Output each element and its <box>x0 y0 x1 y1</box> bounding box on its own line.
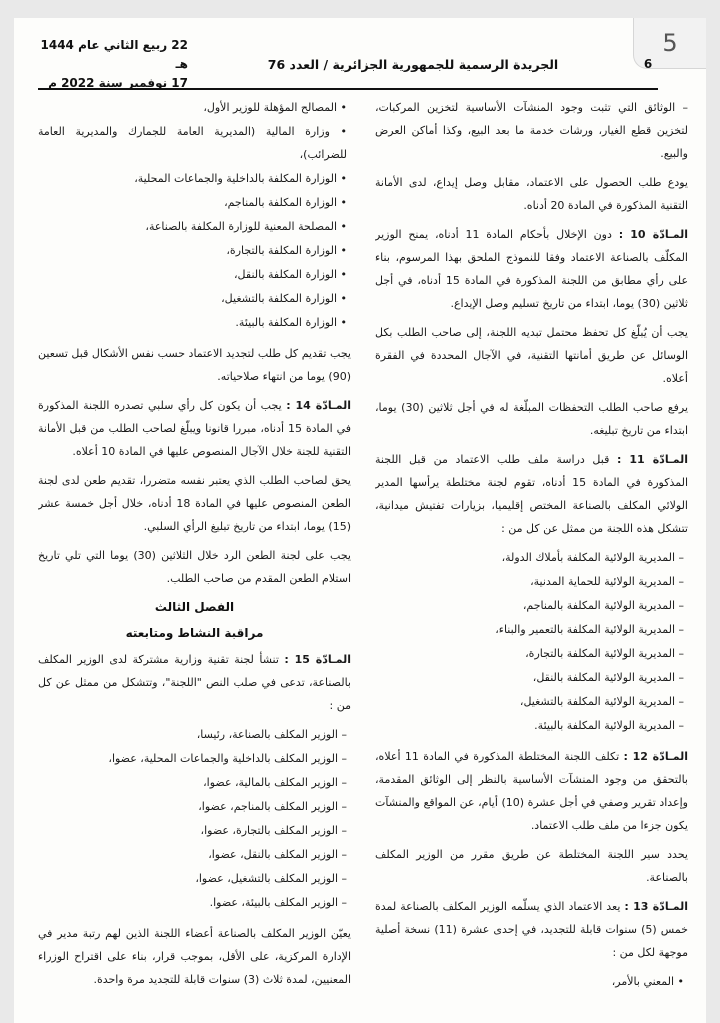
list-item: – الوزير المكلف بالمالية، عضوا، <box>203 776 347 789</box>
paragraph: يرفع صاحب الطلب التحفظات المبلّغة له في أجل ثلاثين (30) يوما، ابتداء من تاريخ تبليغه. <box>375 401 688 437</box>
header-date-gregorian: 17 نوفمبر سنة 2022 م <box>48 75 188 90</box>
list-item: – المديرية الولائية المكلفة بالنقل، <box>532 671 684 684</box>
chapter-number: الفصل الثالث <box>154 600 235 614</box>
article-10 <box>375 223 688 315</box>
list-item: • المعني بالأمر، <box>611 975 684 988</box>
header-title: الجريدة الرسمية للجمهورية الجزائرية / العدد 76 <box>267 56 559 72</box>
list-item: • المصالح المؤهلة للوزير الأول، <box>203 101 347 114</box>
article-label: المـادّة 14 : <box>286 399 351 412</box>
article-13 <box>375 895 688 964</box>
paragraph: يعيّن الوزير المكلف بالصناعة أعضاء اللجنة الذين لهم رتبة مدير في الإدارة المركزية، على الأقل، بموجب قرار، بناء على اقتراح الوزراء المعنيين، لمدة ثلاث (3) سنوات قابلة للتجديد مرة واحدة. <box>38 927 351 986</box>
article-14 <box>38 394 351 463</box>
list-item: – الوزير المكلف بالنقل، عضوا، <box>208 848 347 861</box>
article-text: دون الإخلال بأحكام المادة 11 أدناه، يمنح الوزير المكلّف بالصناعة الاعتماد وفقا للنموذج الملحق بهذا المرسوم، بناء على رأي مطابق من اللجنة المذكورة في المادة 15 أدناه، في أجل ثلاثين (30) يوما، ابتداء من تاريخ تسليم وصل الإيداع. <box>375 228 688 310</box>
article-text: تنشأ لجنة تقنية وزارية مشتركة لدى الوزير المكلف بالصناعة، تدعى في صلب النص "اللجنة"، وتتشكل من ممثل عن كل من : <box>38 653 351 712</box>
paragraph: يجب أن يُبلّغ كل تحفظ محتمل تبديه اللجنة، إلى صاحب الطلب بكل الوسائل عن طريق أمانتها التقنية، في الآجال المحددة في الفقرة أعلاه. <box>375 326 688 385</box>
article-label: المـادّة 11 : <box>617 453 688 466</box>
list-item: – الوزير المكلف بالتشغيل، عضوا، <box>195 872 347 885</box>
article-label: المـادّة 13 : <box>624 900 688 913</box>
list-item: • الوزارة المكلفة بالنقل، <box>234 268 347 281</box>
article-text: يجب أن يكون كل رأي سلبي تصدره اللجنة المذكورة في المادة 15 أدناه، مبررا قانونا ويبلّغ لصاحب الطلب من قبل الأمانة التقنية للجنة خلال الآجال المنصوص عليها في المادة 10 أعلاه. <box>38 399 351 458</box>
list-item: – الوزير المكلف بالبيئة، عضوا. <box>209 896 347 909</box>
list-item: – المديرية الولائية المكلفة بالمناجم، <box>522 599 684 612</box>
article-label: المـادّة 10 : <box>618 228 688 241</box>
list-item: • وزارة المالية (المديرية العامة للجمارك والمديرية العامة للضرائب)، <box>38 125 347 161</box>
gazette-page <box>14 18 706 1023</box>
list-item: – المديرية الولائية المكلفة بالتشغيل، <box>519 695 684 708</box>
article-text: يعد الاعتماد الذي يسلّمه الوزير المكلف بالصناعة لمدة خمس (5) سنوات قابلة للتجديد، في إحدى عشرة (11) نسخة أصلية موجهة لكل من : <box>375 900 688 959</box>
text-columns <box>38 96 688 1021</box>
article-label: المـادّة 15 : <box>284 653 351 666</box>
list-item: – المديرية الولائية المكلفة بالتعمير والبناء، <box>495 623 684 636</box>
list-item: – الوزير المكلف بالتجارة، عضوا، <box>200 824 347 837</box>
paragraph: يحق لصاحب الطلب الذي يعتبر نفسه متضررا، تقديم طعن لدى لجنة الطعن المنصوص عليها في المادة 18 أدناه، خلال أجل خمسة عشر (15) يوما، ابتداء من تاريخ تبليغ الرأي السلبي. <box>38 474 351 533</box>
chapter-title: مراقبة النشاط ومتابعته <box>125 626 264 640</box>
list-item: • الوزارة المكلفة بالبيئة. <box>235 316 347 329</box>
list-item: • الوزارة المكلفة بالتشغيل، <box>221 292 347 305</box>
article-text: تكلف اللجنة المختلطة المذكورة في المادة 11 أعلاه، بالتحقق من وجود المنشآت الأساسية بالنظر إلى الوثائق المقدمة، وإعداد تقرير وصفي في أجل عشرة (10) أيام، عن المواقع والمنشآت يكون جزءا من ملف طلب الاعتماد. <box>375 750 688 832</box>
paragraph: – الوثائق التي تثبت وجود المنشآت الأساسية لتخزين المركبات، لتخزين قطع الغيار، ورشات خدمة ما بعد البيع، وكذا أماكن العرض والبيع. <box>375 101 688 160</box>
list-item: • الوزارة المكلفة بالتجارة، <box>226 244 347 257</box>
page-counter-badge: 5 <box>633 18 706 69</box>
article-text: قبل دراسة ملف طلب الاعتماد من قبل اللجنة المذكورة في المادة 15 أدناه، تقوم لجنة مختلطة يرأسها المدير الولائي المكلف بالصناعة المختص إقليميا، بزيارات تفتيش ميدانية، تتشكل هذه اللجنة من ممثل عن كل من : <box>375 453 688 535</box>
article-label: المـادّة 12 : <box>623 750 688 763</box>
list-item: – المديرية الولائية المكلفة بأملاك الدولة، <box>501 551 684 564</box>
left-column <box>38 96 351 1021</box>
header-page-number: 6 <box>643 57 653 71</box>
article-15 <box>38 648 351 717</box>
list-item: • الوزارة المكلفة بالمناجم، <box>224 196 347 209</box>
list-item: – الوزير المكلف بالمناجم، عضوا، <box>198 800 347 813</box>
list-item: – المديرية الولائية للحماية المدنية، <box>530 575 684 588</box>
paragraph: يجب تقديم كل طلب لتجديد الاعتماد حسب نفس الأشكال قبل تسعين (90) يوما من انتهاء صلاحياته. <box>38 347 351 383</box>
paragraph: يحدد سير اللجنة المختلطة عن طريق مقرر من الوزير المكلف بالصناعة. <box>375 848 688 884</box>
paragraph: يودع طلب الحصول على الاعتماد، مقابل وصل إيداع، لدى الأمانة التقنية المذكورة في المادة 20 أدناه. <box>375 176 688 212</box>
list-item: – الوزير المكلف بالصناعة، رئيسا، <box>196 728 347 741</box>
list-item: – الوزير المكلف بالداخلية والجماعات المحلية، عضوا، <box>108 752 347 765</box>
header-date <box>38 36 188 93</box>
right-column <box>375 96 688 1021</box>
paragraph: يجب على لجنة الطعن الرد خلال الثلاثين (30) يوما التي تلي تاريخ استلام الطعن المقدم من صاحب الطلب. <box>38 549 351 585</box>
list-item: • الوزارة المكلفة بالداخلية والجماعات المحلية، <box>134 172 347 185</box>
article-11 <box>375 448 688 540</box>
list-item: – المديرية الولائية المكلفة بالتجارة، <box>525 647 684 660</box>
list-item: • المصلحة المعنية للوزارة المكلفة بالصناعة، <box>145 220 347 233</box>
header-date-hijri: 22 ربيع الثاني عام 1444 هـ <box>40 37 188 71</box>
article-12 <box>375 745 688 837</box>
page-header <box>38 37 658 90</box>
list-item: – المديرية الولائية المكلفة بالبيئة. <box>534 719 684 732</box>
